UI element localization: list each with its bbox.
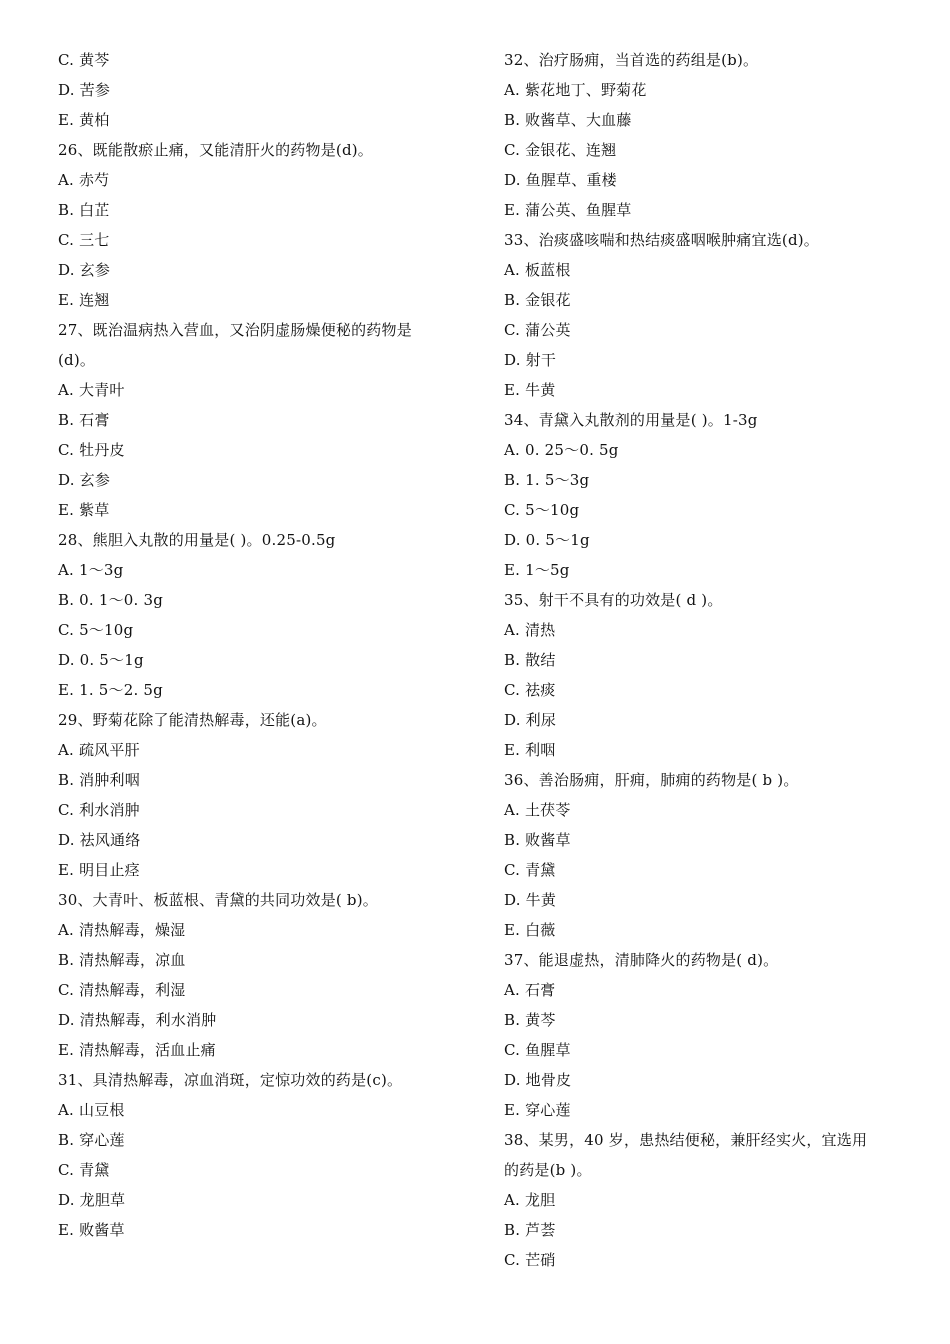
text-line: B. 散结 — [504, 651, 556, 669]
text-line: C. 牡丹皮 — [58, 441, 125, 459]
question-text: 34、青黛入丸散剂的用量是( )。1-3g — [504, 411, 758, 429]
text-line: 的药是(b )。 — [504, 1161, 592, 1179]
text-line: A. 大青叶 — [58, 381, 125, 399]
text-line: D. 0. 5～1g — [504, 531, 590, 549]
text-line: E. 利咽 — [504, 741, 556, 759]
text-line: C. 三七 — [58, 231, 110, 249]
question-text: 36、善治肠痈，肝痈，肺痈的药物是( b )。 — [504, 771, 799, 789]
text-line: B. 穿心莲 — [58, 1131, 125, 1149]
text-line: A. 疏风平肝 — [58, 741, 140, 759]
text-line: E. 紫草 — [58, 501, 110, 519]
text-line: B. 芦荟 — [504, 1221, 556, 1239]
text-line: E. 清热解毒，活血止痛 — [58, 1041, 216, 1059]
text-line: C. 利水消肿 — [58, 801, 140, 819]
text-line: A. 土茯苓 — [504, 801, 571, 819]
text-line: E. 1～5g — [504, 561, 570, 579]
text-line: A. 板蓝根 — [504, 261, 571, 279]
text-line: E. 白薇 — [504, 921, 556, 939]
text-line: E. 败酱草 — [58, 1221, 125, 1239]
question-text: 35、射干不具有的功效是( d )。 — [504, 591, 723, 609]
text-line: D. 利尿 — [504, 711, 557, 729]
text-line: A. 石膏 — [504, 981, 556, 999]
text-line: D. 0. 5～1g — [58, 651, 144, 669]
question-text: 27、既治温病热入营血，又治阴虚肠燥便秘的药物是 — [58, 321, 412, 339]
text-line: B. 金银花 — [504, 291, 571, 309]
text-line: C. 金银花、连翘 — [504, 141, 617, 159]
text-line: B. 败酱草 — [504, 831, 571, 849]
text-line: A. 龙胆 — [504, 1191, 556, 1209]
text-line: E. 明目止痉 — [58, 861, 140, 879]
question-text: 31、具清热解毒，凉血消斑，定惊功效的药是(c)。 — [58, 1071, 403, 1089]
question-text: 30、大青叶、板蓝根、青黛的共同功效是( b)。 — [58, 891, 378, 909]
right-column — [504, 45, 904, 1275]
question-text: 37、能退虚热，清肺降火的药物是( d)。 — [504, 951, 779, 969]
text-line: D. 鱼腥草、重楼 — [504, 171, 617, 189]
question-text: 33、治痰盛咳喘和热结痰盛咽喉肿痛宜选(d)。 — [504, 231, 819, 249]
text-line: E. 黄柏 — [58, 111, 110, 129]
text-line: D. 地骨皮 — [504, 1071, 572, 1089]
text-line: A. 0. 25～0. 5g — [504, 441, 619, 459]
text-line: B. 石膏 — [58, 411, 110, 429]
question-text: 29、野菊花除了能清热解毒，还能(a)。 — [58, 711, 327, 729]
question-text: 26、既能散瘀止痛，又能清肝火的药物是(d)。 — [58, 141, 373, 159]
text-line: C. 青黛 — [58, 1161, 110, 1179]
text-line: D. 牛黄 — [504, 891, 557, 909]
text-line: A. 清热解毒，燥湿 — [58, 921, 186, 939]
text-line: E. 穿心莲 — [504, 1101, 571, 1119]
text-line: D. 玄参 — [58, 471, 111, 489]
question-text: 28、熊胆入丸散的用量是( )。0.25-0.5g — [58, 531, 336, 549]
text-line: B. 1. 5～3g — [504, 471, 590, 489]
text-line: D. 龙胆草 — [58, 1191, 126, 1209]
text-line: B. 黄芩 — [504, 1011, 556, 1029]
question-text: 38、某男，40 岁，患热结便秘，兼肝经实火，宜选用 — [504, 1131, 868, 1149]
text-line: C. 青黛 — [504, 861, 556, 879]
text-line: E. 牛黄 — [504, 381, 556, 399]
text-line: C. 5～10g — [58, 621, 134, 639]
text-line: B. 0. 1～0. 3g — [58, 591, 164, 609]
text-line: A. 清热 — [504, 621, 556, 639]
text-line: E. 连翘 — [58, 291, 110, 309]
text-line: C. 蒲公英 — [504, 321, 571, 339]
text-line: (d)。 — [58, 351, 96, 369]
text-line: A. 紫花地丁、野菊花 — [504, 81, 647, 99]
question-text: 32、治疗肠痈，当首选的药组是(b)。 — [504, 51, 759, 69]
text-line: C. 祛痰 — [504, 681, 556, 699]
text-line: A. 赤芍 — [58, 171, 110, 189]
text-line: C. 清热解毒，利湿 — [58, 981, 186, 999]
text-line: D. 苦参 — [58, 81, 111, 99]
text-line: B. 消肿利咽 — [58, 771, 140, 789]
text-line: D. 清热解毒，利水消肿 — [58, 1011, 217, 1029]
text-line: C. 5～10g — [504, 501, 580, 519]
text-line: A. 1～3g — [58, 561, 124, 579]
text-line: D. 玄参 — [58, 261, 111, 279]
text-line: D. 射干 — [504, 351, 557, 369]
text-line: B. 白芷 — [58, 201, 110, 219]
text-line: E. 蒲公英、鱼腥草 — [504, 201, 632, 219]
text-line: B. 败酱草、大血藤 — [504, 111, 632, 129]
text-line: C. 鱼腥草 — [504, 1041, 571, 1059]
left-column — [58, 45, 458, 1245]
text-line: B. 清热解毒，凉血 — [58, 951, 186, 969]
text-line: A. 山豆根 — [58, 1101, 125, 1119]
text-line: E. 1. 5～2. 5g — [58, 681, 163, 699]
text-line: D. 祛风通络 — [58, 831, 141, 849]
text-line: C. 黄芩 — [58, 51, 110, 69]
text-line: C. 芒硝 — [504, 1251, 556, 1269]
